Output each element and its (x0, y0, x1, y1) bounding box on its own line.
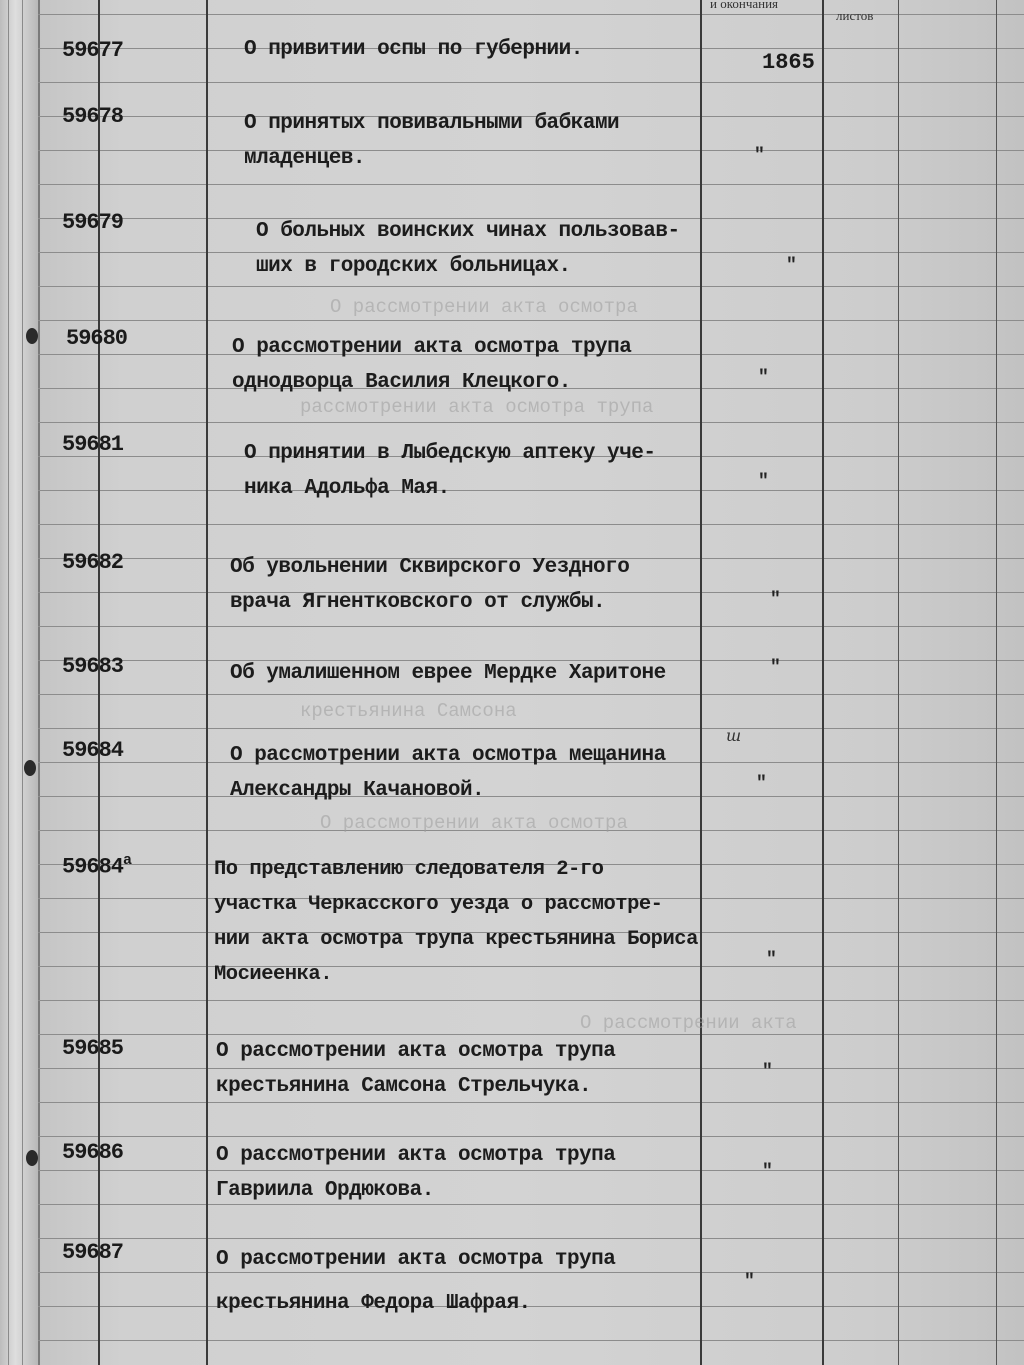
entry-title-line: О принятых повивальными бабками (244, 112, 620, 135)
entry-number: 59682 (62, 550, 124, 575)
entry-title (244, 106, 619, 176)
entry-title (216, 1034, 615, 1104)
ditto-mark: " (758, 472, 769, 492)
bleed-through-text: О рассмотрении акта (580, 1012, 797, 1034)
ditto-mark: " (756, 774, 767, 794)
ditto-mark: " (786, 256, 797, 276)
entry-title (256, 214, 680, 284)
ditto-mark: " (770, 590, 781, 610)
bleed-through-text: О рассмотрении акта осмотра (330, 296, 638, 318)
entry-number: 59679 (62, 210, 124, 235)
handwritten-correction: ш (726, 726, 742, 745)
entry-title (214, 852, 698, 992)
bleed-through-text: О рассмотрении акта осмотра (320, 812, 628, 834)
binding-hole (24, 760, 36, 776)
entry-title-line: О рассмотрении акта осмотра трупа (232, 336, 632, 359)
binding-hole (26, 328, 38, 344)
ditto-mark: " (762, 1062, 773, 1082)
entry-title-line: Об увольнении Сквирского Уездного (230, 556, 630, 579)
ditto-mark: " (770, 658, 781, 678)
column-rule-notes (898, 0, 899, 1365)
entry-title-line: Об умалишенном еврее Мердке Харитоне (230, 662, 666, 685)
entry-number: 59680 (66, 326, 128, 351)
bleed-through-text: рассмотрении акта осмотра трупа (300, 396, 654, 418)
ruled-line (38, 694, 1024, 695)
entry-title-line: О рассмотрении акта осмотра мещанина (230, 744, 666, 767)
entry-title-line: однодворца Василия Клецкого. (232, 371, 571, 394)
ditto-mark: " (754, 146, 765, 166)
entry-title-line: младенцев. (244, 147, 366, 170)
entry-title-line: врача Ягнентковского от службы. (230, 591, 606, 614)
entry-number: 59685 (62, 1036, 124, 1061)
entry-title-line: Гавриила Ордюкова. (216, 1179, 434, 1202)
ruled-line (38, 320, 1024, 321)
entry-title-line: участка Черкасского уезда о рассмотре- (214, 893, 663, 916)
entry-title (244, 32, 583, 67)
entry-number: 59683 (62, 654, 124, 679)
entry-number: 59686 (62, 1140, 124, 1165)
ruled-line (38, 1000, 1024, 1001)
entry-title (230, 738, 666, 808)
entry-title-line: О рассмотрении акта осмотра трупа (216, 1248, 616, 1271)
entry-title (230, 656, 666, 691)
entry-number: 59684 (62, 738, 124, 763)
header-sheets-column: листов (836, 8, 874, 23)
entry-title (232, 330, 631, 400)
binding-hole (26, 1150, 38, 1166)
ruled-line (38, 1340, 1024, 1341)
header-dates-column: и окончания (710, 0, 779, 11)
ditto-mark: " (744, 1272, 755, 1292)
year-value: 1865 (762, 50, 815, 75)
entry-title-line: ших в городских больницах. (256, 255, 571, 278)
ruled-line (38, 524, 1024, 525)
entry-title-line: О привитии оспы по губернии. (244, 38, 583, 61)
ditto-mark: " (762, 1162, 773, 1182)
bleed-through-text: крестьянина Самсона (300, 700, 517, 722)
entry-title-line: Мосиеенка. (214, 963, 333, 986)
entry-title-line: крестьянина Федора Шафрая. (216, 1292, 531, 1315)
column-rule-title (206, 0, 208, 1365)
entry-title (216, 1238, 615, 1326)
entry-number: 59678 (62, 104, 124, 129)
entry-title-line: крестьянина Самсона Стрельчука. (216, 1075, 592, 1098)
ditto-mark: " (758, 368, 769, 388)
binding-edge-line (8, 0, 9, 1365)
entry-title-line: По представлению следователя 2-го (214, 858, 604, 881)
entry-title-line: О больных воинских чинах пользовав- (256, 220, 680, 243)
entry-number-suffix: а (123, 852, 132, 869)
entry-number: 59677 (62, 38, 124, 63)
ruled-line (38, 82, 1024, 83)
ruled-line (38, 422, 1024, 423)
ruled-line (38, 1136, 1024, 1137)
ditto-mark: " (766, 950, 777, 970)
entry-title-line: О рассмотрении акта осмотра трупа (216, 1040, 616, 1063)
entry-title-line: ника Адольфа Мая. (244, 477, 450, 500)
entry-title-line: О принятии в Лыбедскую аптеку уче- (244, 442, 656, 465)
entry-number (62, 852, 182, 879)
entry-title-line: О рассмотрении акта осмотра трупа (216, 1144, 616, 1167)
entry-title (244, 436, 655, 506)
ruled-line (38, 626, 1024, 627)
entry-title (230, 550, 629, 620)
ruled-line (38, 14, 1024, 15)
binding-edge-line (22, 0, 23, 1365)
ruled-line (38, 728, 1024, 729)
ruled-line (38, 184, 1024, 185)
entry-title-line: нии акта осмотра трупа крестьянина Бориса (214, 928, 698, 951)
column-rule-sheets (822, 0, 824, 1365)
column-rule-dates (700, 0, 702, 1365)
column-rule-extra (996, 0, 997, 1365)
entry-number: 59681 (62, 432, 124, 457)
entry-number-value: 59684 (62, 854, 124, 880)
entry-title (216, 1138, 615, 1208)
entry-title-line: Александры Качановой. (230, 779, 485, 802)
entry-number: 59687 (62, 1240, 124, 1265)
ruled-line (38, 286, 1024, 287)
